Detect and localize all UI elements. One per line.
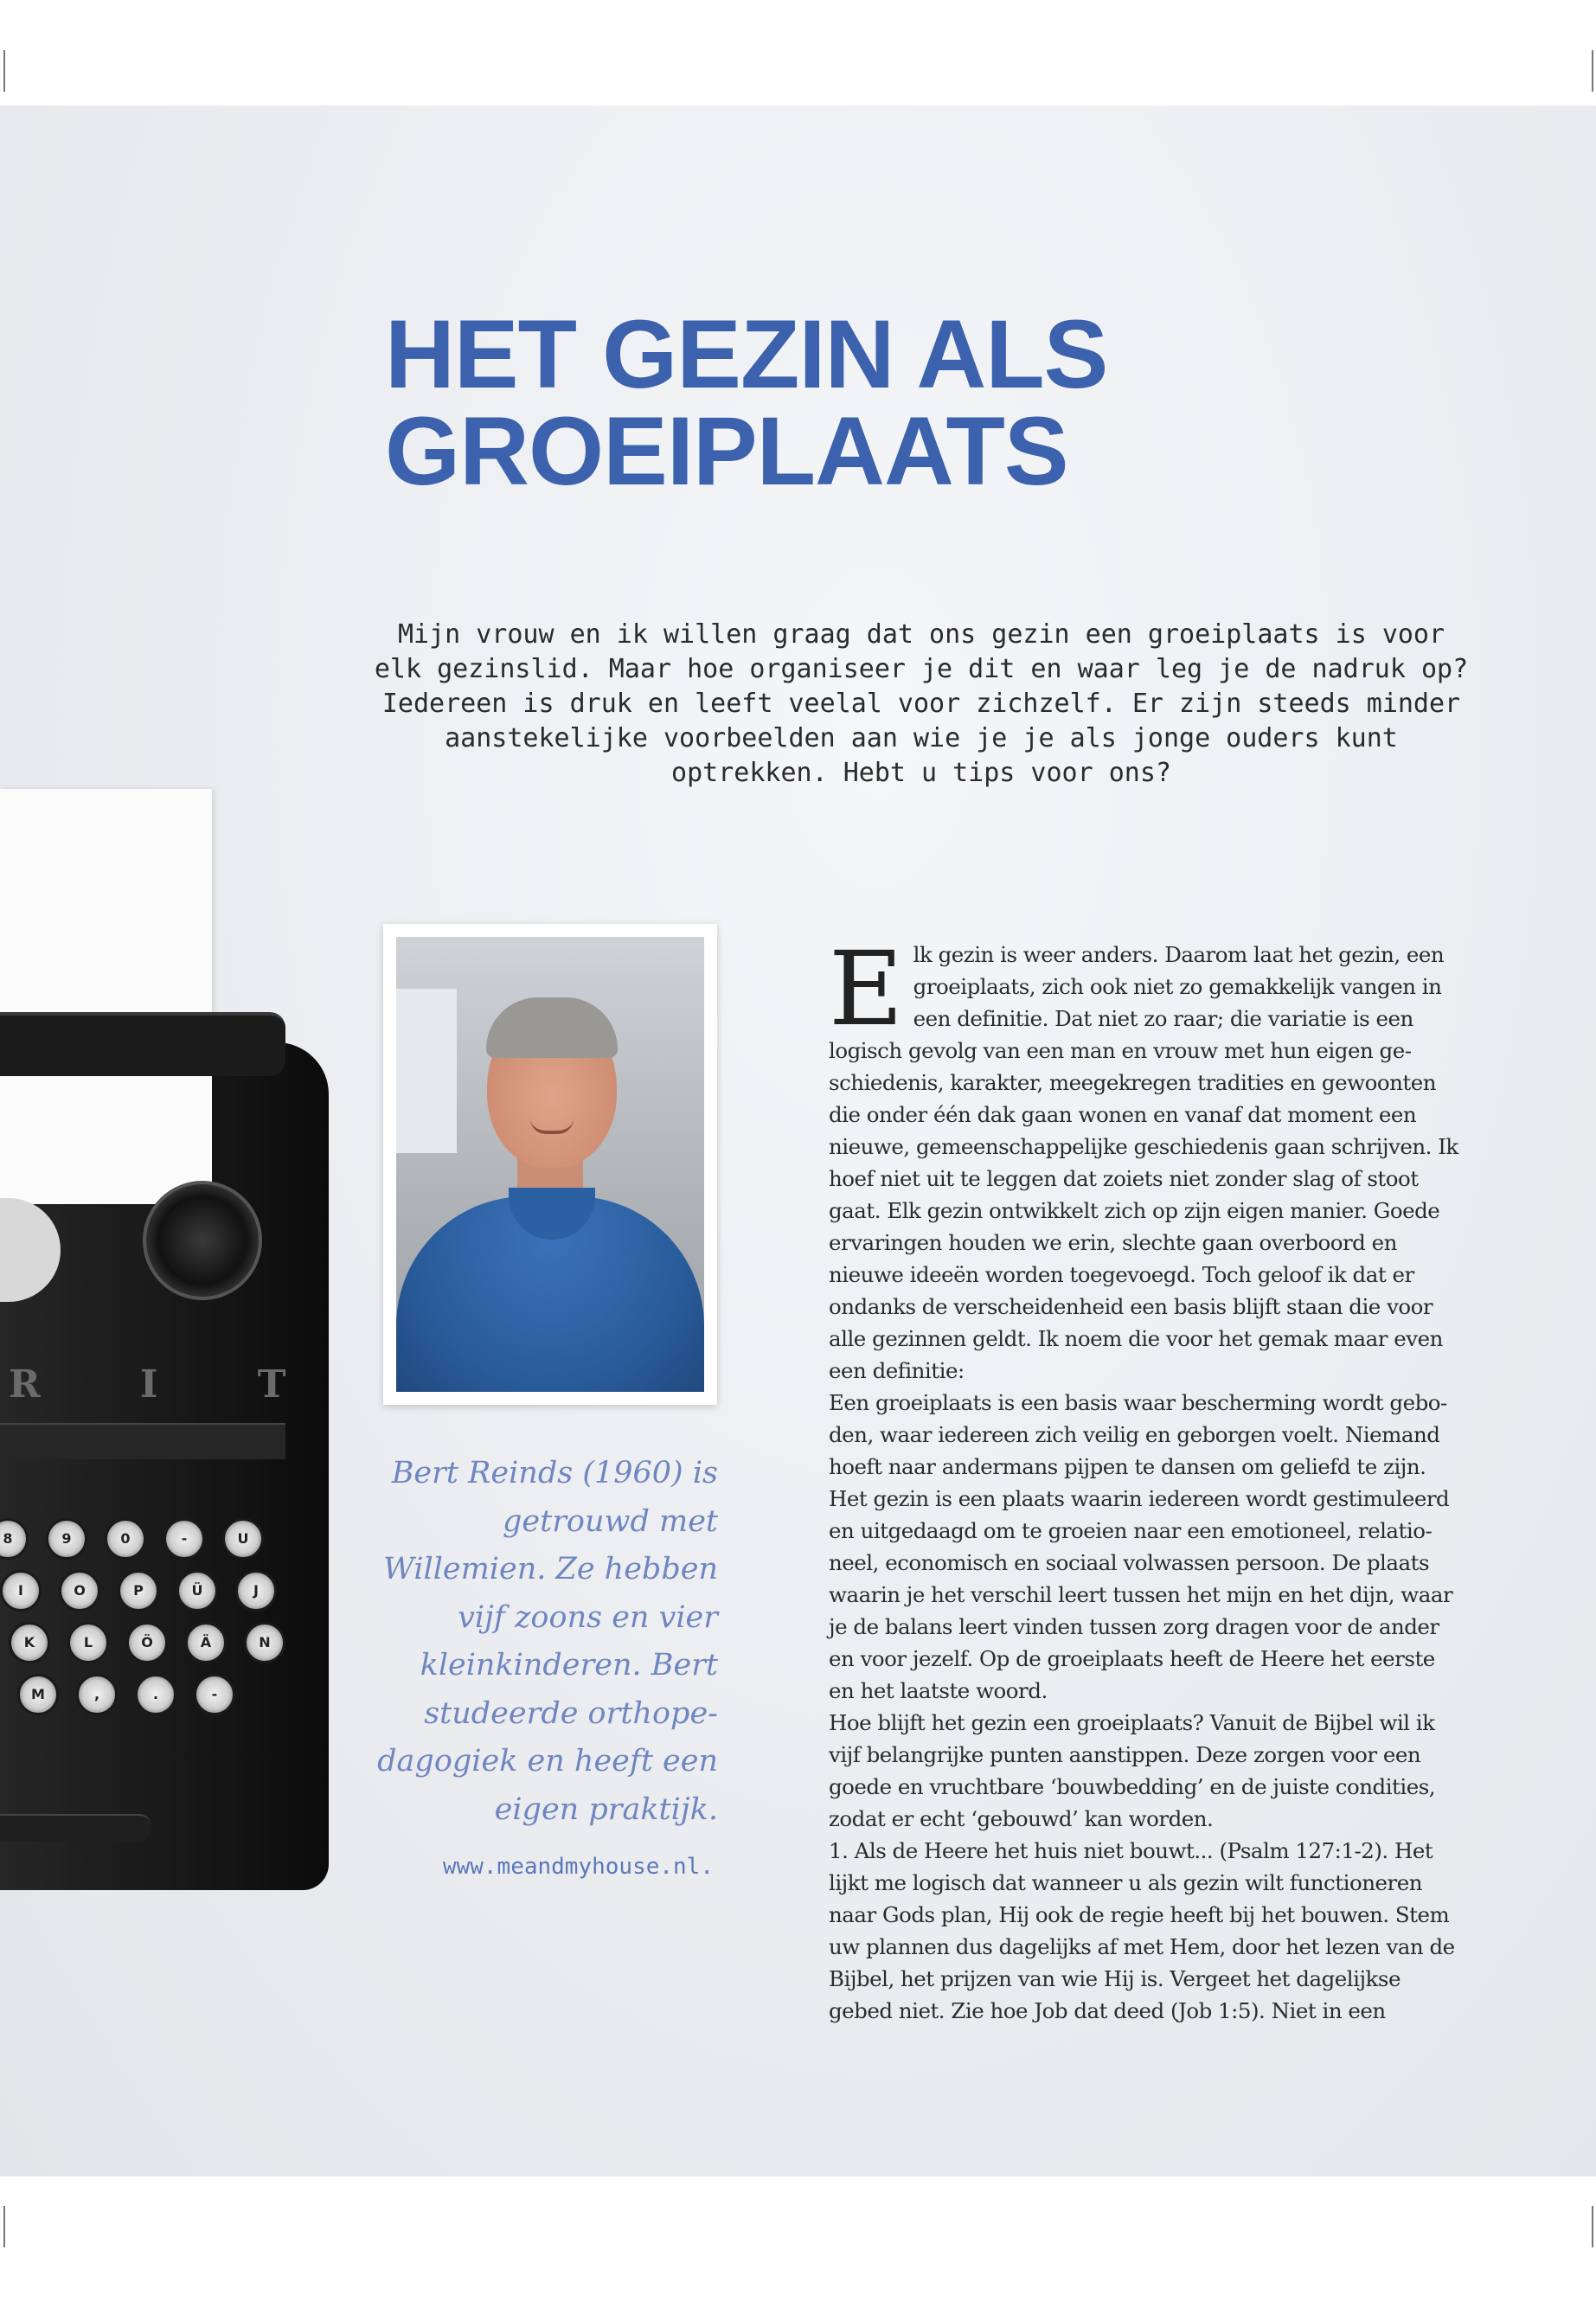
page-title: [385, 300, 1108, 505]
article-body: [829, 929, 1460, 2027]
typewriter-key: 0: [105, 1518, 146, 1560]
magazine-page: [0, 106, 1596, 2176]
title-line-2: GROEIPLAATS: [385, 397, 1068, 505]
typewriter-spacebar: [0, 1814, 151, 1842]
typewriter-key: P: [118, 1570, 159, 1612]
typewriter-key: L: [67, 1622, 109, 1663]
article-paragraph: [829, 929, 1460, 1387]
typewriter-paper: [0, 789, 212, 1204]
crop-mark-bottom-right: [1592, 2206, 1593, 2247]
crop-mark-top-left: [3, 50, 5, 92]
title-line-1: HET GEZIN ALS: [385, 300, 1108, 408]
typewriter-key: M: [17, 1674, 59, 1715]
typewriter-key: N: [244, 1622, 285, 1663]
article-paragraph: Een groeiplaats is een basis waar bescherming wordt gebo-den, waar iedereen zich veilig en geborgen voelt. Niemand hoeft naar andermans pijpen te dansen om geliefd te zijn. Het gezin is een plaats waarin iedereen wordt gestimuleerd en uitgedaagd om te groeien naar een emotioneel, relatio-neel, economisch en sociaal volwassen persoon. De plaats waarin je het verschil leert tussen het mijn en het dijn, waar je de balans leert vinden tussen zorg dragen voor de ander en voor jezelf. Op de groeiplaats heeft de Heere het eerste en het laatste woord.: [829, 1390, 1453, 1703]
author-website[interactable]: www.meandmyhouse.nl.: [442, 1854, 714, 1880]
typewriter-key: Ä: [185, 1622, 227, 1663]
typewriter-key: U: [222, 1518, 264, 1560]
article-paragraph-text: lk gezin is weer anders. Daarom laat het gezin, een groeiplaats, zich ook niet zo gemakkelijk vangen in een definitie. Dat niet zo raar; die variatie is een logisch gevolg van een man en vrouw met hun eigen ge-schiedenis, karakter, meegekregen tradities en gewoonten die onder één dak gaan wonen en vanaf dat moment een nieuwe, gemeenschappelijke geschiedenis gaan schrijven. Ik hoef niet uit te leggen dat zoiets niet zonder slag of stoot gaat. Elk gezin ontwikkelt zich op zijn eigen manier. Goede ervaringen houden we erin, slechte gaan overboord en nieuwe ideeën worden toegevoegd. Toch geloof ik dat er ondanks de verscheidenheid een basis blijft staan die voor alle gezinnen geldt. Ik noem die voor het gemak maar even een definitie:: [829, 942, 1458, 1383]
typewriter-key: -: [194, 1674, 235, 1715]
photo-window: [396, 989, 457, 1153]
typewriter-key: 8: [0, 1518, 29, 1560]
typewriter-key: Ü: [176, 1570, 218, 1612]
crop-mark-top-right: [1592, 50, 1593, 92]
author-portrait: [396, 937, 704, 1392]
typewriter-key: ,: [76, 1674, 118, 1715]
typewriter-brand-letters: R I T: [9, 1362, 330, 1407]
author-bio: Bert Reinds (1960) is getrouwd met Willemien. Ze hebben vijf zoons en vier kleinkinderen. Bert studeerde orthope-dagogiek en heeft een eigen praktijk.: [377, 1456, 718, 1827]
intro-question: Mijn vrouw en ik willen graag dat ons gezin een groeiplaats is voor elk gezinslid. Maar hoe organiseer je dit en waar leg je de nadruk op? Iedereen is druk en leeft veelal voor zichzelf. Er zijn steeds minder aanstekelijke voorbeelden aan wie je je als jonge ouders kunt optrekken. Hebt u tips voor ons?: [374, 619, 1469, 788]
article-paragraph: Hoe blijft het gezin een groeiplaats? Vanuit de Bijbel wil ik vijf belangrijke punten aanstippen. Deze zorgen voor een goede en vruchtbare ‘bouwbedding’ en de juiste condities, zodat er echt ‘gebouwd’ kan worden.: [829, 1710, 1436, 1831]
typewriter-knob: [143, 1181, 262, 1300]
typewriter-key: -: [163, 1518, 205, 1560]
typewriter-key: I: [0, 1570, 42, 1612]
typewriter-roller: [0, 1012, 285, 1076]
author-photo: [383, 924, 717, 1405]
crop-mark-bottom-left: [3, 2206, 5, 2247]
article-paragraph: 1. Als de Heere het huis niet bouwt... (Psalm 127:1-2). Het lijkt me logisch dat wanneer u als gezin wilt functioneren naar Gods plan, Hij ook de regie heeft bij het bouwen. Stem uw plannen dus dagelijks af met Hem, door het lezen van de Bijbel, het prijzen van wie Hij is. Vergeet het dagelijkse gebed niet. Zie hoe Job dat deed (Job 1:5). Niet in een: [829, 1838, 1455, 2023]
typewriter-key: Ö: [126, 1622, 168, 1663]
typewriter-key: J: [235, 1570, 277, 1612]
typewriter-key: .: [135, 1674, 176, 1715]
typewriter-key: K: [9, 1622, 50, 1663]
typewriter-key: 9: [46, 1518, 87, 1560]
drop-cap: E: [829, 929, 903, 1048]
typewriter-key: O: [59, 1570, 100, 1612]
typewriter-plate: [0, 1423, 285, 1459]
photo-hair: [486, 997, 618, 1058]
